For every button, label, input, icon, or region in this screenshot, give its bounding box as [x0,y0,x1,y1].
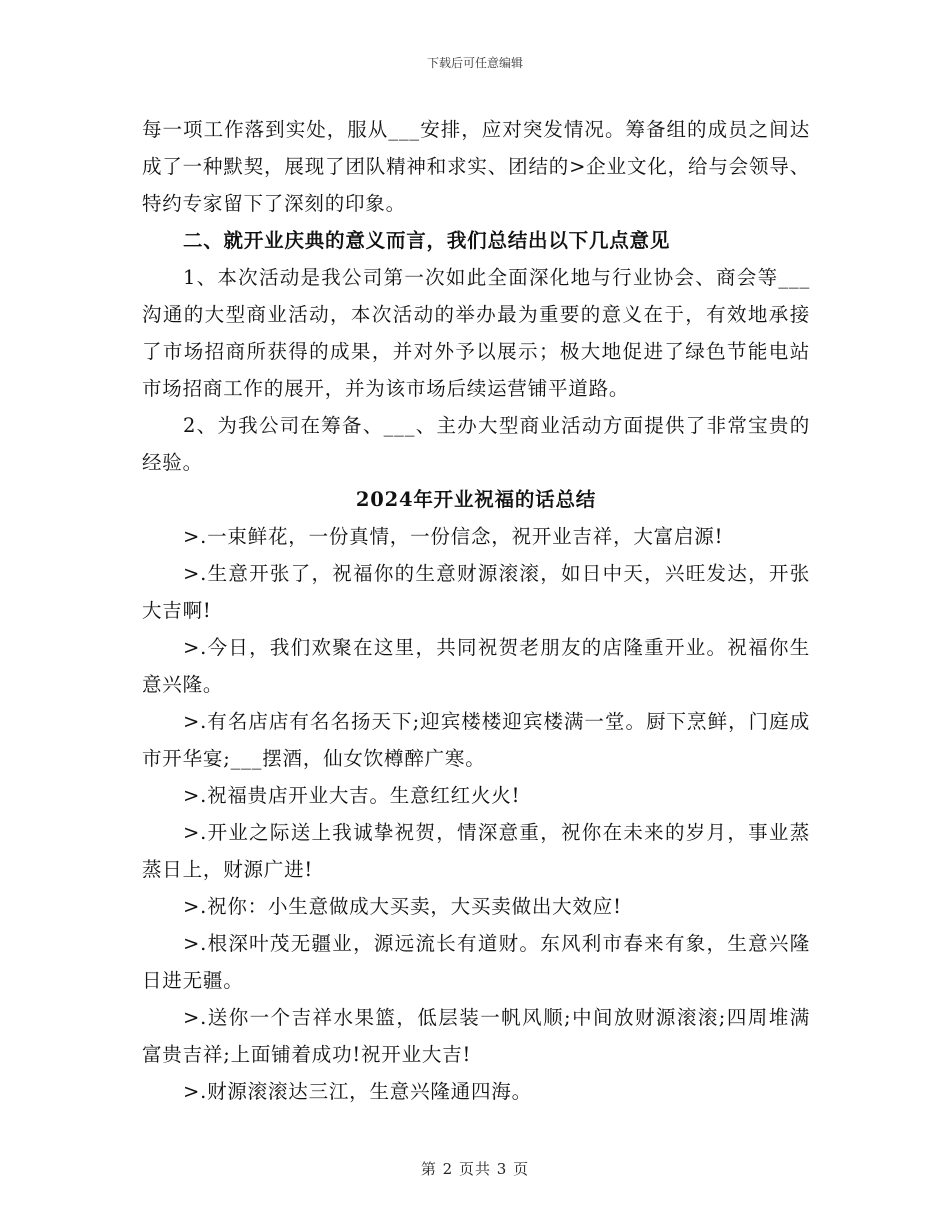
paragraph-continuation: 每一项工作落到实处，服从___安排，应对突发情况。筹备组的成员之间达成了一种默契，展现了团队精神和求实、团结的>企业文化，给与会领导、特约专家留下了深刻的印象。 [142,118,810,215]
blessing-item: >.祝福贵店开业大吉。生意红红火火! [182,784,521,807]
blessing-item: >.有名店店有名名扬天下;迎宾楼楼迎宾楼满一堂。厨下烹鲜，门庭成市开华宴;___摆酒，仙女饮樽醉广寒。 [142,710,810,770]
blessing-item: >.一束鲜花，一份真情，一份信念，祝开业吉祥，大富启源! [182,525,724,548]
blessing-item: >.根深叶茂无疆业，源远流长有道财。东风利市春来有象，生意兴隆日进无疆。 [142,932,810,992]
paragraph-point-2: 2、为我公司在筹备、___、主办大型商业活动方面提供了非常宝贵的经验。 [142,414,810,474]
page-number-footer: 第 2 页共 3 页 [420,1160,530,1178]
section-heading: 二、就开业庆典的意义而言，我们总结出以下几点意见 [182,229,671,252]
document-title: 2024年开业祝福的话总结 [355,488,597,511]
blessing-item: >.送你一个吉祥水果篮，低层装一帆风顺;中间放财源滚滚;四周堆满富贵吉祥;上面铺着成功!祝开业大吉! [142,1006,810,1066]
blessing-item: >.今日，我们欢聚在这里，共同祝贺老朋友的店隆重开业。祝福你生意兴隆。 [142,636,810,696]
document-body [142,111,810,1110]
paragraph-point-1: 1、本次活动是我公司第一次如此全面深化地与行业协会、商会等___沟通的大型商业活动，本次活动的举办最为重要的意义在于，有效地承接了市场招商所获得的成果，并对外予以展示；极大地促进了绿色节能电站市场招商工作的展开，并为该市场后续运营铺平道路。 [142,266,810,400]
blessing-item: >.开业之际送上我诚挚祝贺，情深意重，祝你在未来的岁月，事业蒸蒸日上，财源广进! [142,821,810,881]
blessing-item: >.财源滚滚达三江，生意兴隆通四海。 [182,1080,532,1103]
blessing-item: >.祝你：小生意做成大买卖，大买卖做出大效应! [182,895,622,918]
blessing-item: >.生意开张了，祝福你的生意财源滚滚，如日中天，兴旺发达，开张大吉啊! [142,562,810,622]
header-note: 下载后可任意编辑 [426,56,523,70]
